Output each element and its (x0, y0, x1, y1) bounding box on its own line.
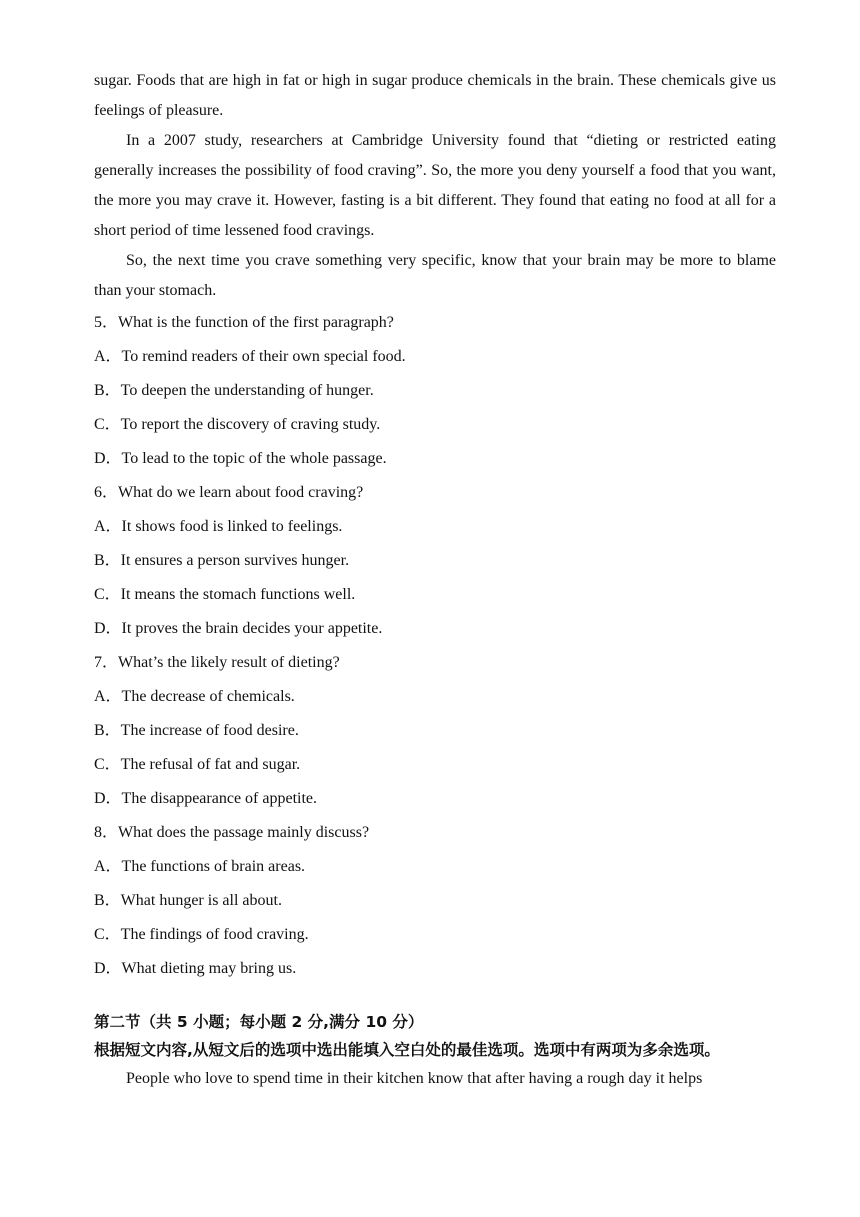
question-stem: 5．What is the function of the first paragraph? (94, 314, 394, 331)
section-spacer (94, 986, 776, 1008)
option-c: C．The findings of food craving. (94, 926, 309, 943)
question-6 (94, 476, 776, 646)
option-d: D．To lead to the topic of the whole passage. (94, 450, 387, 467)
option-d: D．The disappearance of appetite. (94, 790, 318, 807)
passage-paragraph-3: So, the next time you crave something very specific, know that your brain may be more to blame than your stomach. (94, 252, 776, 299)
passage-paragraph-1: sugar. Foods that are high in fat or high in sugar produce chemicals in the brain. These chemicals give us feelings of pleasure. (94, 72, 776, 119)
option-b: B．To deepen the understanding of hunger. (94, 382, 374, 399)
question-stem: 6．What do we learn about food craving? (94, 484, 364, 501)
question-8 (94, 816, 776, 986)
option-c: C．The refusal of fat and sugar. (94, 756, 301, 773)
option-a: A．It shows food is linked to feelings. (94, 518, 343, 535)
section-2-title: 第二节（共 5 小题；每小题 2 分,满分 10 分） (94, 1013, 424, 1031)
option-d: D．What dieting may bring us. (94, 960, 297, 977)
document-page (94, 66, 776, 1094)
section-2-instruction: 根据短文内容,从短文后的选项中选出能填入空白处的最佳选项。选项中有两项为多余选项。 (94, 1041, 720, 1059)
section-2-opening-paragraph: People who love to spend time in their kitchen know that after having a rough day it helps (126, 1070, 703, 1087)
question-stem: 8．What does the passage mainly discuss? (94, 824, 370, 841)
option-a: A．The functions of brain areas. (94, 858, 306, 875)
option-c: C．It means the stomach functions well. (94, 586, 356, 603)
option-a: A．The decrease of chemicals. (94, 688, 295, 705)
question-5 (94, 306, 776, 476)
option-a: A．To remind readers of their own special food. (94, 348, 406, 365)
passage-paragraph-2: In a 2007 study, researchers at Cambridge University found that “dieting or restricted eating generally increases the possibility of food craving”. So, the more you deny yourself a food that you want, the more you may crave it. However, fasting is a bit different. They found that eating no food at all for a short period of time lessened food cravings. (94, 132, 776, 239)
option-c: C．To report the discovery of craving study. (94, 416, 381, 433)
question-7 (94, 646, 776, 816)
option-b: B．What hunger is all about. (94, 892, 282, 909)
option-d: D．It proves the brain decides your appetite. (94, 620, 383, 637)
option-b: B．It ensures a person survives hunger. (94, 552, 350, 569)
option-b: B．The increase of food desire. (94, 722, 299, 739)
question-stem: 7．What’s the likely result of dieting? (94, 654, 340, 671)
